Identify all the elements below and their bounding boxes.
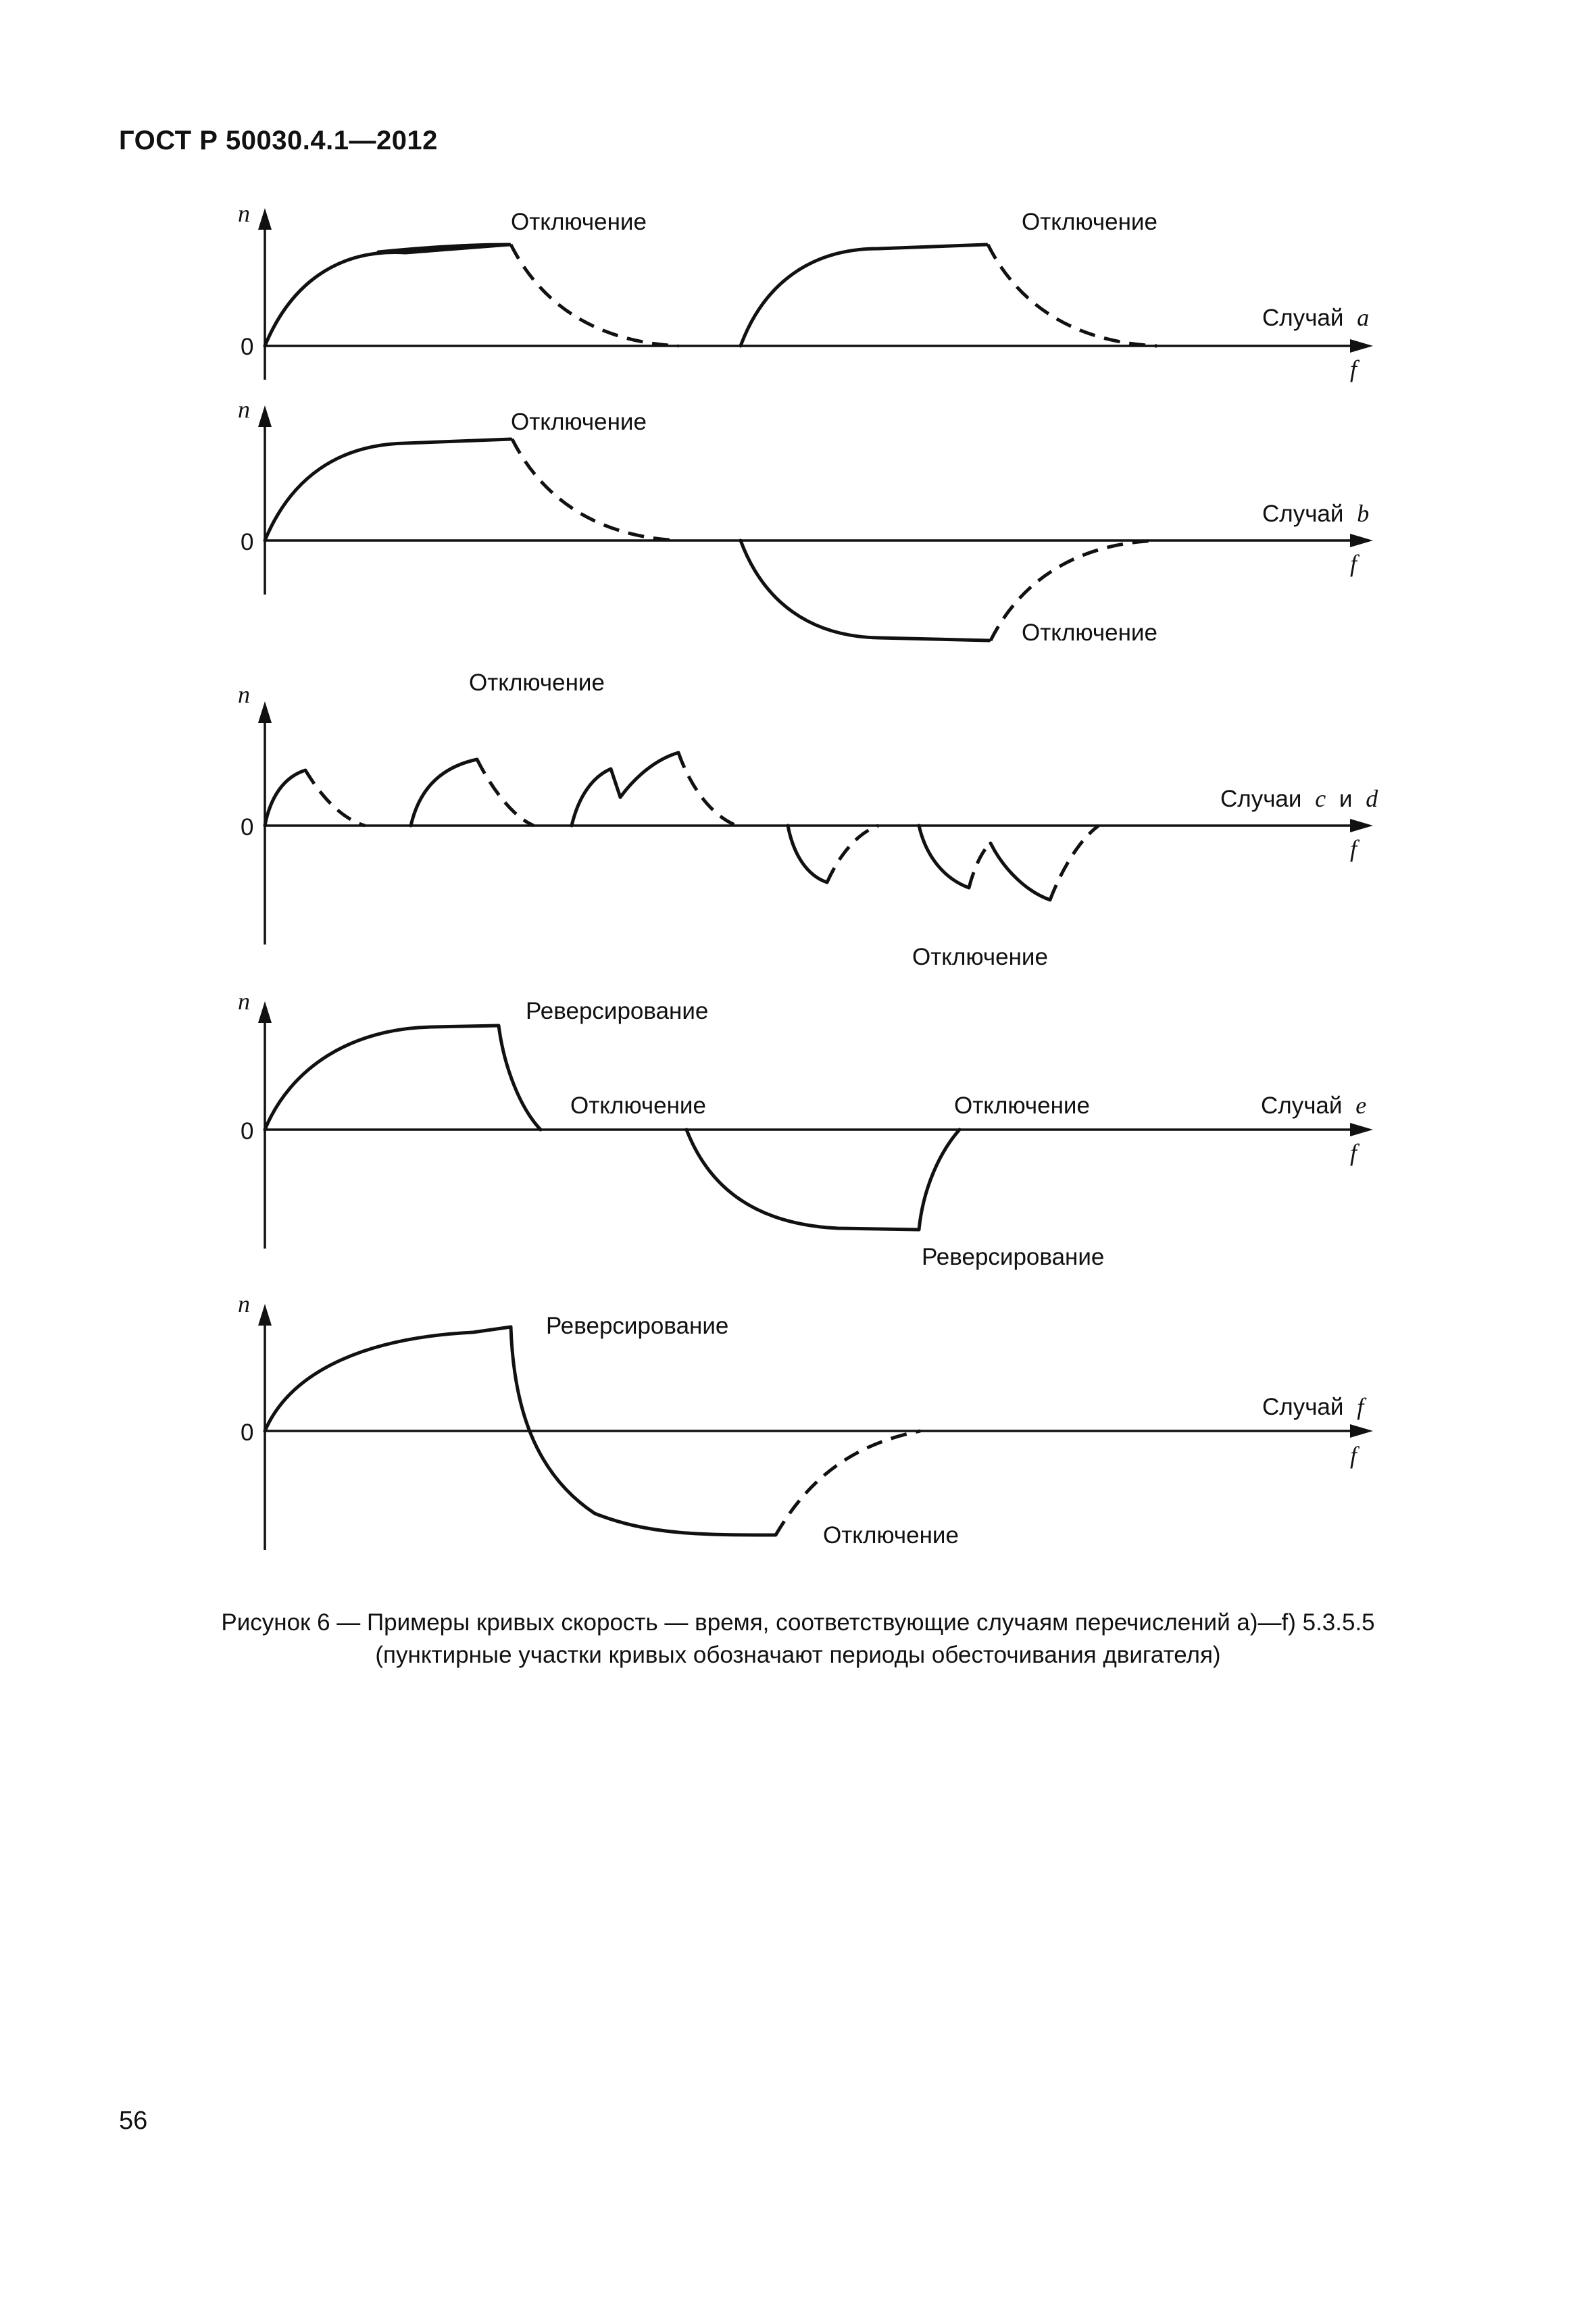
reversing-label-2: Реверсирование <box>922 1244 1105 1270</box>
reversing-braking-forward <box>499 1026 541 1130</box>
inching-pulse-1 <box>265 770 305 826</box>
reversing-label: Реверсирование <box>546 1313 729 1339</box>
switch-off-label-1: Отключение <box>511 409 647 435</box>
acceleration-curve-reverse <box>687 1130 919 1230</box>
acceleration-curve-forward <box>265 1026 499 1130</box>
coast-down-curve-reverse <box>776 1431 920 1535</box>
inching-pulse-reverse-2b <box>991 843 1050 900</box>
acceleration-curve-1 <box>265 245 509 346</box>
y-axis-label: n <box>238 1290 250 1317</box>
case-letter: e <box>1355 1092 1367 1119</box>
coast-down-curve-2 <box>988 245 1157 346</box>
x-axis-label: f <box>1350 1442 1357 1469</box>
inching-pulse-reverse-1 <box>788 826 827 882</box>
panel-cases-c-d <box>238 670 1378 970</box>
x-axis-arrowhead <box>1350 339 1373 353</box>
case-prefix: Случай <box>1262 1394 1344 1420</box>
zero-label: 0 <box>241 529 254 555</box>
x-axis-arrowhead <box>1350 819 1373 832</box>
switch-off-label: Отключение <box>823 1522 959 1549</box>
y-axis-arrowhead <box>258 701 272 723</box>
coast-down-curve-1 <box>511 245 678 346</box>
reversing-label-1: Реверсирование <box>526 998 709 1024</box>
case-label <box>1220 785 1378 812</box>
switch-off-label-1: Отключение <box>570 1092 706 1119</box>
y-axis-arrowhead <box>258 208 272 230</box>
x-axis-arrowhead <box>1350 534 1373 547</box>
switch-off-label-2: Отключение <box>1022 209 1157 235</box>
y-axis-label: n <box>238 988 250 1015</box>
x-axis-label: f <box>1350 355 1357 382</box>
zero-label: 0 <box>241 334 254 360</box>
inching-pulse-3a <box>572 769 620 826</box>
inching-pulse-reverse-2a <box>919 826 969 888</box>
x-axis-arrowhead <box>1350 1424 1373 1438</box>
inching-pulse-3b <box>620 753 678 797</box>
inching-coast-reverse-2a <box>969 843 991 888</box>
switch-off-label-1: Отключение <box>511 209 647 235</box>
case-prefix: Случаи <box>1220 786 1302 812</box>
panel-case-b <box>238 396 1373 646</box>
zero-label: 0 <box>241 1118 254 1145</box>
case-prefix: Случай <box>1262 501 1344 527</box>
acceleration-curve-forward <box>265 1327 511 1431</box>
y-axis-label: n <box>238 681 250 708</box>
case-letter-c: c <box>1315 785 1326 812</box>
acceleration-curve-2 <box>741 245 987 346</box>
case-letter: b <box>1357 500 1370 527</box>
inching-coast-2 <box>477 759 534 826</box>
inching-coast-1 <box>305 770 365 826</box>
panel-case-e <box>238 988 1373 1270</box>
case-letter: f <box>1357 1393 1364 1420</box>
inching-coast-3 <box>678 753 737 826</box>
switch-off-label-2: Отключение <box>1022 620 1157 646</box>
case-prefix: Случай <box>1261 1092 1343 1119</box>
y-axis-arrowhead <box>258 1304 272 1326</box>
document-header: ГОСТ Р 50030.4.1—2012 <box>119 126 438 155</box>
acceleration-curve-reverse <box>741 540 989 640</box>
case-label <box>1261 1092 1366 1119</box>
x-axis-arrowhead <box>1350 1123 1373 1136</box>
switch-off-label-2: Отключение <box>954 1092 1090 1119</box>
case-letter: a <box>1357 304 1370 331</box>
figure-caption-line-1: Рисунок 6 — Примеры кривых скорость — время, соответствующие случаям перечислений a)—f) 5.3.5.5 <box>221 1609 1375 1636</box>
acceleration-curve-forward <box>265 439 511 540</box>
coast-down-curve-forward <box>512 439 678 540</box>
case-and: и <box>1339 786 1353 812</box>
x-axis-label: f <box>1350 835 1357 862</box>
reversing-braking-reverse <box>919 1130 959 1230</box>
zero-label: 0 <box>241 1419 254 1446</box>
x-axis-label: f <box>1350 1139 1357 1166</box>
zero-label: 0 <box>241 814 254 840</box>
case-label <box>1262 500 1369 527</box>
y-axis-arrowhead <box>258 1001 272 1023</box>
page-number: 56 <box>119 2107 148 2135</box>
switch-off-label-2: Отключение <box>912 944 1048 970</box>
y-axis-label: n <box>238 396 250 423</box>
case-label <box>1262 304 1369 331</box>
y-axis-label: n <box>238 200 250 227</box>
panel-case-f <box>238 1290 1373 1550</box>
case-letter-d: d <box>1366 785 1378 812</box>
x-axis-label: f <box>1350 550 1357 577</box>
panel-case-a <box>238 200 1373 382</box>
y-axis-arrowhead <box>258 405 272 427</box>
case-prefix: Случай <box>1262 305 1344 331</box>
figure-caption-line-2: (пунктирные участки кривых обозначают периоды обесточивания двигателя) <box>375 1642 1221 1668</box>
inching-coast-reverse-2b <box>1050 826 1099 900</box>
inching-pulse-2 <box>411 759 477 826</box>
case-label <box>1262 1393 1367 1420</box>
switch-off-label-1: Отключение <box>469 670 605 696</box>
inching-coast-reverse-1 <box>827 826 878 882</box>
